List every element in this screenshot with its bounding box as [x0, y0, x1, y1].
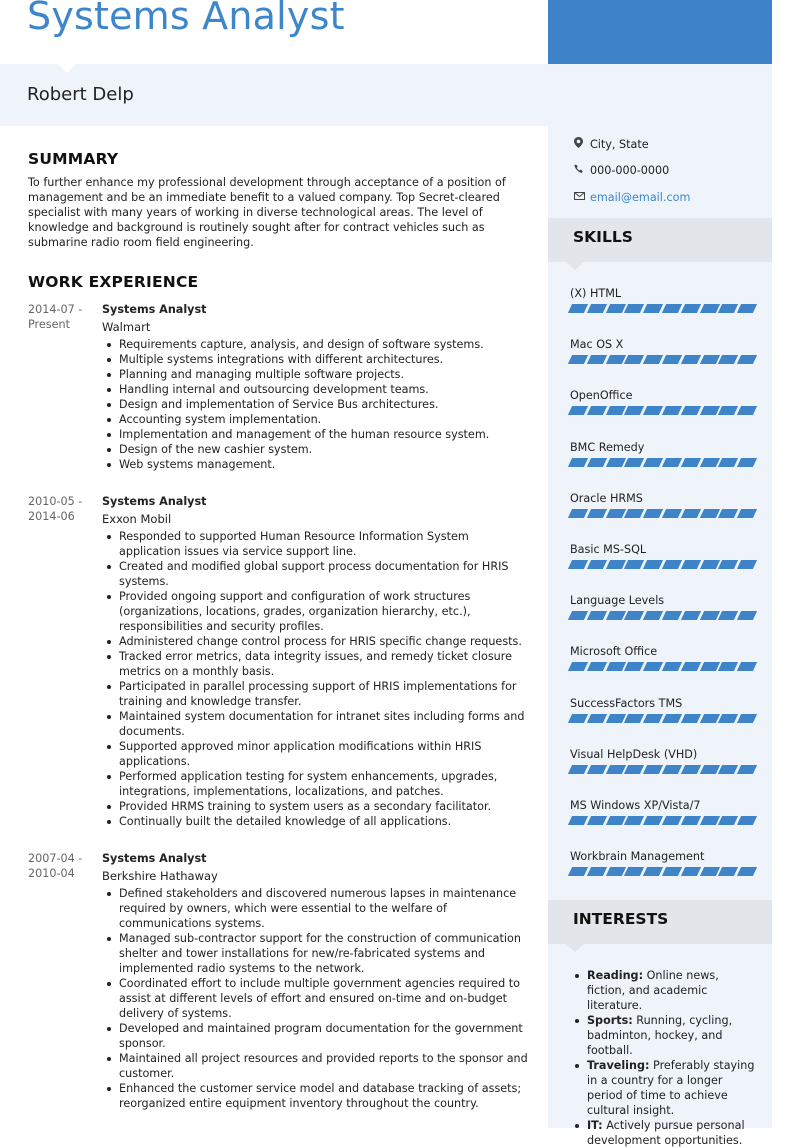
skill-level-bar: [570, 611, 755, 620]
skill-level-segment: [568, 406, 588, 415]
skill-level-bar: [570, 304, 755, 313]
skill-level-segment: [737, 714, 757, 723]
job-bullet: Accounting system implementation.: [102, 412, 528, 427]
job-bullet: Implementation and management of the human resource system.: [102, 427, 528, 442]
skill-level-segment: [605, 560, 625, 569]
skill-level-segment: [737, 816, 757, 825]
skill-item: [570, 441, 755, 467]
skill-level-segment: [568, 458, 588, 467]
skill-level-segment: [624, 509, 644, 518]
skill-name: BMC Remedy: [570, 440, 645, 454]
skill-level-segment: [681, 816, 701, 825]
skill-level-segment: [681, 662, 701, 671]
skill-name: MS Windows XP/Vista/7: [570, 799, 701, 812]
summary-text: To further enhance my professional development through acceptance of a position of management and be an immediate benefit to a valued company. Top Secret-cleared specialist with many years of working in diverse technological areas. The level of knowledge and background is routinely sought after for contract vehicles such as submarine radio room field engineering.: [28, 176, 506, 249]
skill-level-segment: [699, 765, 719, 774]
skill-level-segment: [662, 867, 682, 876]
skills-header: [548, 218, 772, 262]
skill-level-bar: [570, 509, 755, 518]
skill-level-segment: [605, 304, 625, 313]
skill-item: [570, 287, 755, 313]
job-company: Exxon Mobil: [102, 512, 172, 526]
skill-level-segment: [681, 406, 701, 415]
skill-level-segment: [643, 406, 663, 415]
skill-level-segment: [643, 304, 663, 313]
job-bullets: [102, 886, 528, 1111]
job-bullet: Supported approved minor application modifications within HRIS applications.: [102, 739, 528, 769]
job-entry-exxon-mobil: [28, 494, 528, 829]
skill-level-segment: [699, 458, 719, 467]
skill-level-segment: [605, 714, 625, 723]
work-experience-heading: WORK EXPERIENCE: [28, 273, 199, 291]
skill-level-segment: [699, 867, 719, 876]
skill-item: [570, 799, 755, 825]
skill-level-segment: [605, 611, 625, 620]
interest-label: Reading:: [587, 969, 644, 982]
skill-level-segment: [681, 560, 701, 569]
skill-item: [570, 389, 755, 415]
interest-label: IT:: [587, 1119, 603, 1132]
skill-level-segment: [624, 458, 644, 467]
skill-level-segment: [662, 406, 682, 415]
skill-level-segment: [605, 765, 625, 774]
skills-heading: SKILLS: [573, 228, 633, 246]
contact-location: [574, 137, 649, 151]
skill-level-segment: [662, 355, 682, 364]
interest-text: Preferably staying in a country for a longer period of time to achieve cultural insight.: [587, 1059, 755, 1117]
skill-item: [570, 543, 755, 569]
skill-level-segment: [587, 406, 607, 415]
job-bullet: Requirements capture, analysis, and design of software systems.: [102, 337, 528, 352]
job-dates: 2010-05 - 2014-06: [28, 495, 83, 523]
skill-level-segment: [587, 509, 607, 518]
job-bullet: Managed sub-contractor support for the construction of communication shelter and tower installations for new/re-fabricated systems and implemented radio systems to the network.: [102, 931, 528, 976]
interest-item: [570, 968, 760, 1013]
skill-name: Visual HelpDesk (VHD): [570, 747, 698, 761]
skill-name: Microsoft Office: [570, 645, 658, 659]
job-bullet: Tracked error metrics, data integrity issues, and remedy ticket closure metrics on a monthly basis.: [102, 649, 528, 679]
candidate-name: Robert Delp: [27, 84, 134, 105]
job-bullet: Maintained all project resources and provided reports to the sponsor and customer.: [102, 1051, 528, 1081]
skill-level-segment: [587, 304, 607, 313]
job-bullet: Web systems management.: [102, 457, 528, 472]
skill-level-segment: [624, 765, 644, 774]
skill-level-segment: [587, 765, 607, 774]
skill-level-segment: [643, 611, 663, 620]
skill-level-segment: [624, 867, 644, 876]
job-bullet: Participated in parallel processing support of HRIS implementations for training and knowledge transfer.: [102, 679, 528, 709]
job-bullets: [102, 529, 528, 829]
skill-level-segment: [643, 714, 663, 723]
skill-level-segment: [737, 867, 757, 876]
skill-level-segment: [662, 765, 682, 774]
phone-icon: [574, 164, 590, 177]
job-bullet: Design and implementation of Service Bus architectures.: [102, 397, 528, 412]
skill-level-segment: [605, 816, 625, 825]
skill-level-segment: [643, 355, 663, 364]
skill-level-segment: [699, 816, 719, 825]
skill-level-bar: [570, 714, 755, 723]
job-bullet: Maintained system documentation for intranet sites including forms and documents.: [102, 709, 528, 739]
skill-level-segment: [568, 304, 588, 313]
job-bullets: [102, 337, 528, 472]
skill-level-segment: [587, 560, 607, 569]
job-bullet: Developed and maintained program documentation for the government sponsor.: [102, 1021, 528, 1051]
skill-level-segment: [568, 714, 588, 723]
skill-level-bar: [570, 355, 755, 364]
skill-level-segment: [737, 304, 757, 313]
skill-name: Oracle HRMS: [570, 491, 643, 505]
skill-level-segment: [662, 509, 682, 518]
skill-level-segment: [624, 611, 644, 620]
skill-level-segment: [605, 406, 625, 415]
skill-level-segment: [681, 714, 701, 723]
interests-header-pointer: [566, 944, 584, 952]
skill-level-segment: [605, 867, 625, 876]
interests-heading: INTERESTS: [573, 910, 669, 928]
job-bullet: Provided ongoing support and configuration of work structures (organizations, locations, grades, organization hierarchy, etc.), responsibilities and security profiles.: [102, 589, 528, 634]
skill-level-segment: [699, 611, 719, 620]
skill-level-segment: [737, 406, 757, 415]
skill-name: Mac OS X: [570, 338, 624, 352]
name-band: [0, 64, 772, 126]
skill-level-segment: [624, 355, 644, 364]
interest-text: Online news, fiction, and academic literature.: [587, 969, 719, 1012]
skill-level-bar: [570, 458, 755, 467]
skill-name: Basic MS-SQL: [570, 543, 647, 556]
skill-level-segment: [605, 509, 625, 518]
skill-level-segment: [624, 406, 644, 415]
skill-level-segment: [643, 662, 663, 671]
skill-level-bar: [570, 765, 755, 774]
skill-level-segment: [568, 765, 588, 774]
job-company: Walmart: [102, 320, 151, 334]
skill-level-segment: [737, 765, 757, 774]
skill-level-segment: [681, 304, 701, 313]
job-bullet: Coordinated effort to include multiple government agencies required to assist at different levels of effort and ensured on-time and on-budget delivery of systems.: [102, 976, 528, 1021]
skill-level-segment: [568, 611, 588, 620]
skill-level-segment: [718, 355, 738, 364]
skill-level-segment: [699, 560, 719, 569]
skill-level-segment: [624, 560, 644, 569]
interest-label: Sports:: [587, 1014, 633, 1027]
skill-level-segment: [624, 714, 644, 723]
interests-list: [570, 968, 760, 1148]
skill-level-segment: [718, 714, 738, 723]
interests-header: [548, 900, 772, 944]
skill-level-segment: [587, 662, 607, 671]
skill-level-segment: [662, 560, 682, 569]
job-bullet: Performed application testing for system enhancements, upgrades, integrations, implementations, localizations, and patches.: [102, 769, 528, 799]
skill-level-segment: [718, 458, 738, 467]
job-dates: 2007-04 - 2010-04: [28, 852, 83, 880]
skill-level-segment: [737, 662, 757, 671]
skill-level-segment: [718, 560, 738, 569]
skill-level-segment: [699, 509, 719, 518]
job-bullet: Handling internal and outsourcing development teams.: [102, 382, 528, 397]
skill-level-segment: [737, 560, 757, 569]
job-title: Systems Analyst: [102, 303, 207, 316]
job-bullet: Enhanced the customer service model and database tracking of assets; reorganized entire equipment inventory throughout the country.: [102, 1081, 528, 1111]
skill-item: [570, 492, 755, 518]
interest-item: [570, 1013, 760, 1058]
skill-level-segment: [737, 611, 757, 620]
job-bullet: Created and modified global support process documentation for HRIS systems.: [102, 559, 528, 589]
location-text: City, State: [590, 137, 649, 151]
skill-level-segment: [662, 816, 682, 825]
job-title: Systems Analyst: [102, 495, 207, 508]
sidebar: [548, 126, 772, 1147]
skill-level-segment: [568, 355, 588, 364]
job-entry-walmart: [28, 302, 528, 472]
job-bullet: Design of the new cashier system.: [102, 442, 528, 457]
skill-level-segment: [699, 304, 719, 313]
skill-level-bar: [570, 662, 755, 671]
summary-heading: SUMMARY: [28, 150, 119, 168]
skill-level-bar: [570, 406, 755, 415]
skill-level-segment: [737, 458, 757, 467]
skill-level-segment: [605, 355, 625, 364]
job-bullet: Administered change control process for HRIS specific change requests.: [102, 634, 528, 649]
skill-item: [570, 645, 755, 671]
job-bullet: Continually built the detailed knowledge of all applications.: [102, 814, 528, 829]
interest-item: [570, 1118, 760, 1148]
skill-level-segment: [699, 406, 719, 415]
skill-level-bar: [570, 867, 755, 876]
skill-level-segment: [718, 509, 738, 518]
skill-level-segment: [568, 560, 588, 569]
skill-name: SuccessFactors TMS: [570, 696, 683, 710]
skill-level-bar: [570, 560, 755, 569]
skill-level-segment: [662, 304, 682, 313]
skill-level-segment: [737, 509, 757, 518]
skill-level-segment: [718, 406, 738, 415]
skill-level-segment: [643, 816, 663, 825]
envelope-icon: [574, 192, 590, 203]
job-bullet: Defined stakeholders and discovered numerous lapses in maintenance required by owners, which were essential to the welfare of communications systems.: [102, 886, 528, 931]
skill-level-segment: [624, 816, 644, 825]
skill-level-segment: [587, 714, 607, 723]
job-bullet: Multiple systems integrations with different architectures.: [102, 352, 528, 367]
skill-level-segment: [643, 867, 663, 876]
skill-level-segment: [681, 765, 701, 774]
skill-item: [570, 594, 755, 620]
interest-label: Traveling:: [587, 1059, 650, 1072]
skill-level-segment: [681, 509, 701, 518]
skill-level-segment: [718, 765, 738, 774]
email-link[interactable]: email@email.com: [590, 191, 691, 204]
job-bullet: Responded to supported Human Resource Information System application issues via service support line.: [102, 529, 528, 559]
map-pin-icon: [574, 137, 590, 151]
contact-email[interactable]: [574, 191, 690, 204]
interest-item: [570, 1058, 760, 1118]
skill-item: [570, 338, 755, 364]
skill-name: Workbrain Management: [570, 850, 705, 864]
skill-level-segment: [624, 304, 644, 313]
resume-title: Systems Analyst: [27, 0, 345, 38]
skill-level-segment: [605, 662, 625, 671]
skill-level-segment: [587, 867, 607, 876]
contact-phone: [574, 164, 669, 177]
skill-level-bar: [570, 816, 755, 825]
skill-level-segment: [699, 714, 719, 723]
skill-name: OpenOffice: [570, 389, 633, 403]
skill-level-segment: [587, 458, 607, 467]
header-accent-block: [548, 0, 772, 64]
skill-level-segment: [568, 816, 588, 825]
skill-level-segment: [587, 355, 607, 364]
skill-name: Language Levels: [570, 594, 665, 608]
skill-level-segment: [681, 458, 701, 467]
job-bullet: Planning and managing multiple software projects.: [102, 367, 528, 382]
job-bullet: Provided HRMS training to system users as a secondary facilitator.: [102, 799, 528, 814]
skill-level-segment: [662, 714, 682, 723]
skill-level-segment: [624, 662, 644, 671]
skill-level-segment: [718, 611, 738, 620]
skill-item: [570, 697, 755, 723]
skills-header-pointer: [566, 262, 584, 270]
skill-name: (X) HTML: [570, 287, 622, 300]
interest-text: Running, cycling, badminton, hockey, and football.: [587, 1014, 733, 1057]
phone-text: 000-000-0000: [590, 164, 670, 177]
skill-level-segment: [643, 765, 663, 774]
skill-item: [570, 748, 755, 774]
main-column: [28, 150, 528, 1111]
skill-level-segment: [643, 458, 663, 467]
skill-level-segment: [737, 355, 757, 364]
job-title: Systems Analyst: [102, 852, 207, 865]
skill-level-segment: [662, 611, 682, 620]
skill-level-segment: [699, 662, 719, 671]
job-company: Berkshire Hathaway: [102, 869, 218, 883]
skill-level-segment: [568, 509, 588, 518]
job-entry-berkshire-hathaway: [28, 851, 528, 1111]
skill-level-segment: [643, 560, 663, 569]
skill-level-segment: [662, 662, 682, 671]
skill-level-segment: [718, 662, 738, 671]
skill-level-segment: [643, 509, 663, 518]
skill-level-segment: [587, 611, 607, 620]
skill-level-segment: [587, 816, 607, 825]
skill-level-segment: [662, 458, 682, 467]
skill-level-segment: [605, 458, 625, 467]
job-dates: 2014-07 - Present: [28, 303, 83, 331]
skill-level-segment: [568, 867, 588, 876]
skill-level-segment: [718, 304, 738, 313]
skill-level-segment: [681, 355, 701, 364]
interest-text: Actively pursue personal development opportunities.: [587, 1119, 745, 1147]
skill-level-segment: [681, 611, 701, 620]
skill-level-segment: [568, 662, 588, 671]
skill-level-segment: [699, 355, 719, 364]
skill-level-segment: [718, 867, 738, 876]
skill-level-segment: [681, 867, 701, 876]
name-band-notch: [58, 64, 76, 73]
skill-item: [570, 850, 755, 876]
skill-level-segment: [718, 816, 738, 825]
